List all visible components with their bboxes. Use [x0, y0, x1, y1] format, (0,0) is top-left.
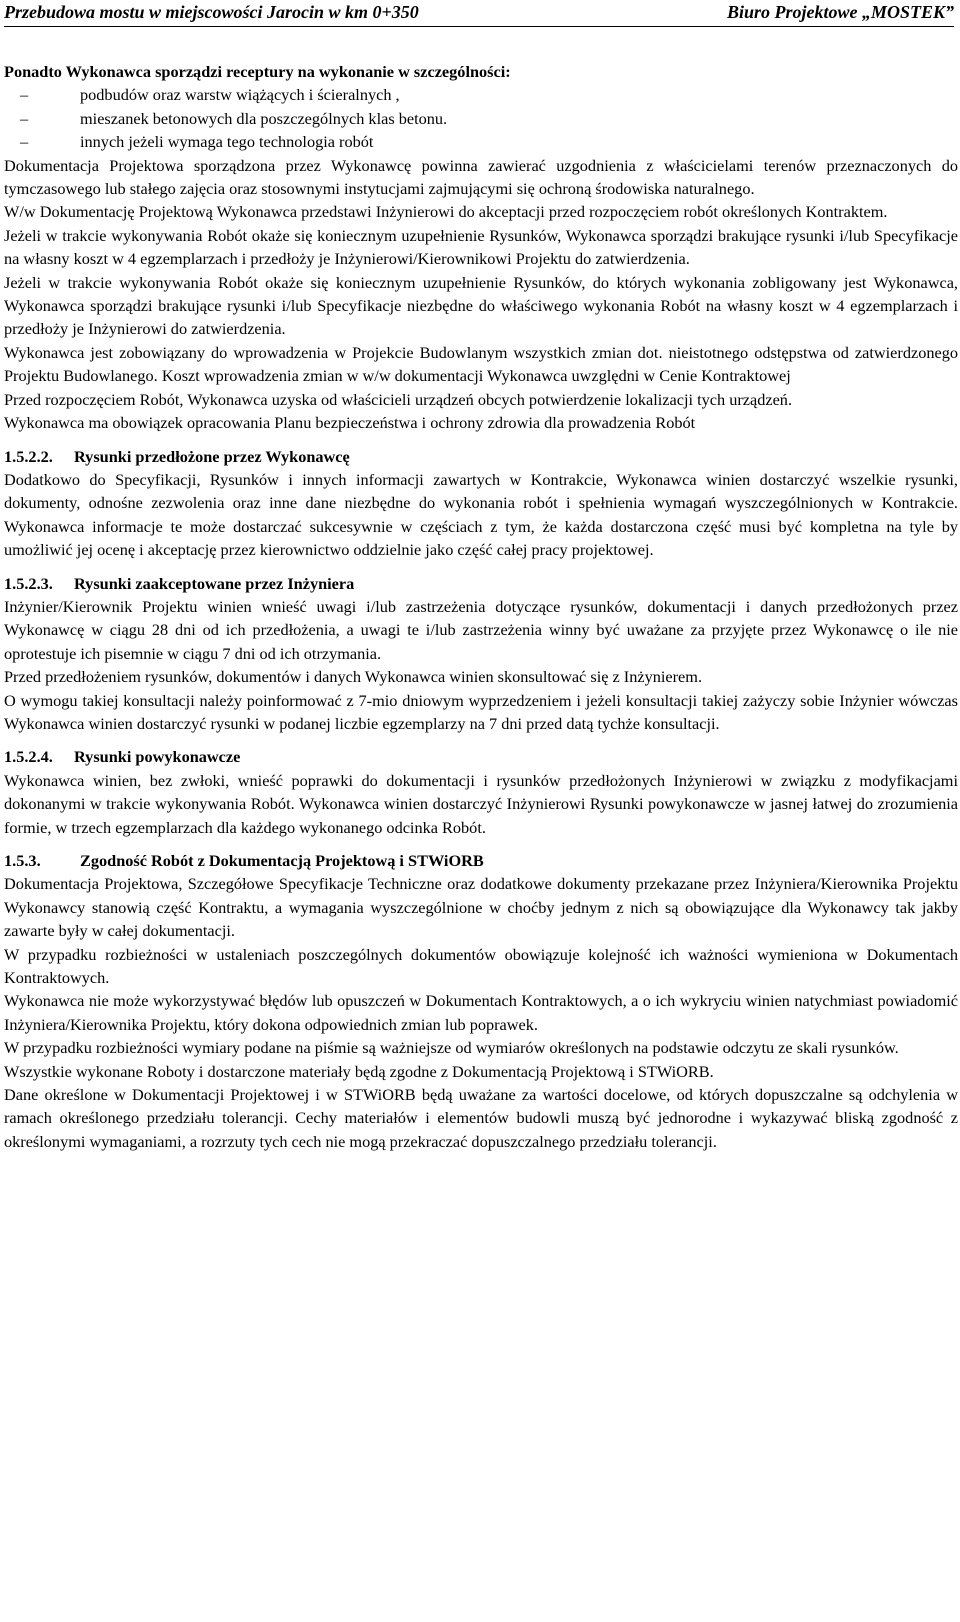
paragraph: Dodatkowo do Specyfikacji, Rysunków i innych informacji zawartych w Kontrakcie, Wykonawca winien dostarczyć wszelkie rysunki, dokumenty, odnośne zezwolenia oraz inne dane niezbędne do wykonania robót i spełnienia wymagań wyszczególnionych w Kontrakcie. Wykonawca informacje te może dostarczać sukcesywnie w częściach z tym, że każda dostarczona część musi być kompletna na tyle by umożliwić jej ocenę i akceptację przez kierownictwo oddzielnie jako część całej pracy projektowej. — [4, 469, 958, 560]
paragraph: W/w Dokumentację Projektową Wykonawca przedstawi Inżynierowi do akceptacji przed rozpoczęciem robót określonych Kontraktem. — [4, 202, 888, 222]
section-number: 1.5.2.4. — [4, 747, 53, 767]
section-heading-153 — [4, 849, 958, 872]
section-title: Rysunki powykonawcze — [74, 747, 241, 767]
section-title: Rysunki przedłożone przez Wykonawcę — [74, 446, 350, 466]
dash-bullet: – — [20, 132, 29, 152]
section-heading-1522 — [4, 445, 958, 468]
list-item-text: mieszanek betonowych dla poszczególnych klas betonu. — [80, 108, 448, 128]
list-item — [4, 130, 958, 153]
paragraph: O wymogu takiej konsultacji należy poinformować z 7-mio dniowym wyprzedzeniem i jeżeli konsultacji takiej zażyczy sobie Inżynier wówczas Wykonawca winien dostarczyć rysunki w podanej liczbie egzemplarzy na 7 dni przed datą tychże konsultacji. — [4, 690, 958, 733]
paragraph: Jeżeli w trakcie wykonywania Robót okaże się koniecznym uzupełnienie Rysunków, Wykonawca sporządzi brakujące rysunki i/lub Specyfikacje na własny koszt w 4 egzemplarzach i przedłoży je Inżynierowi/Kierownikowi Projektu do zatwierdzenia. — [4, 225, 958, 269]
list-item — [4, 83, 958, 106]
page-header — [4, 0, 954, 27]
section-heading-1523 — [4, 572, 958, 595]
section-title: Rysunki zaakceptowane przez Inżyniera — [74, 573, 355, 593]
document-body — [4, 60, 958, 1153]
section-heading-1524 — [4, 745, 958, 768]
dash-bullet: – — [20, 108, 29, 128]
paragraph: Dane określone w Dokumentacji Projektowej i w STWiORB będą uważane za wartości docelowe, od których dopuszczalne są odchylenia w ramach określonego przedziału tolerancji. Cechy materiałów i elementów budowli muszą być jednorodne i wykazywać bliską zgodność z określonymi wymaganiami, a rozrzuty tych cech nie mogą przekraczać dopuszczalnego przedziału tolerancji. — [4, 1085, 958, 1151]
header-company-name: Biuro Projektowe „MOSTEK” — [726, 2, 954, 22]
header-project-title: Przebudowa mostu w miejscowości Jarocin w km 0+350 — [4, 2, 419, 22]
list-item — [4, 107, 958, 130]
intro-title: Ponadto Wykonawca sporządzi receptury na wykonanie w szczególności: — [4, 62, 511, 81]
paragraph: Inżynier/Kierownik Projektu winien wnieść uwagi i/lub zastrzeżenia dotyczące rysunków, dokumentacji i danych przedłożonych przez Wykonawcę w ciągu 28 dni od ich przedłożenia, a uwagi te i/lub zastrzeżenia winny być uważane za przyjęte przez Wykonawcę o ile nie oprotestuje ich pisemnie w ciągu 7 dni od ich otrzymania. — [4, 596, 958, 663]
paragraph: Przed przedłożeniem rysunków, dokumentów i danych Wykonawca winien skonsultować się z Inżynierem. — [4, 667, 703, 687]
paragraph: Jeżeli w trakcie wykonywania Robót okaże się koniecznym uzupełnienie Rysunków, do których wykonania zobligowany jest Wykonawca, Wykonawca sporządzi brakujące rysunki i/lub Specyfikacje niezbędne do właściwego wykonania Robót na własny koszt w 4 egzemplarzach i przedłoży je Inżynierowi do zatwierdzenia. — [4, 272, 958, 339]
paragraph: W przypadku rozbieżności w ustaleniach poszczególnych dokumentów obowiązuje kolejność ich ważności wymieniona w Dokumentach Kontraktowych. — [4, 944, 958, 988]
dash-bullet: – — [20, 85, 29, 105]
paragraph: Wykonawca jest zobowiązany do wprowadzenia w Projekcie Budowlanym wszystkich zmian dot. nieistotnego odstępstwa od zatwierdzonego Projektu Budowlanego. Koszt wprowadzenia zmian w w/w dokumentacji Wykonawca uwzględni w Cenie Kontraktowej — [4, 342, 958, 386]
paragraph: Wykonawca nie może wykorzystywać błędów lub opuszczeń w Dokumentach Kontraktowych, a o ich wykryciu winien natychmiast powiadomić Inżyniera/Kierownika Projektu, który dokona odpowiednich zmian lub poprawek. — [4, 991, 958, 1034]
paragraph: Wykonawca ma obowiązek opracowania Planu bezpieczeństwa i ochrony zdrowia dla prowadzenia Robót — [4, 413, 696, 433]
list-item-text: innych jeżeli wymaga tego technologia robót — [80, 132, 374, 152]
list-item-text: podbudów oraz warstw wiążących i ścieralnych , — [80, 85, 400, 105]
section-number: 1.5.2.2. — [4, 446, 53, 466]
paragraph: W przypadku rozbieżności wymiary podane na piśmie są ważniejsze od wymiarów określonych na podstawie odczytu ze skali rysunków. — [4, 1038, 899, 1058]
paragraph: Wykonawca winien, bez zwłoki, wnieść poprawki do dokumentacji i rysunków przedłożonych Inżynierowi w związku z modyfikacjami dokonanymi w trakcie wykonywania Robót. Wykonawca winien dostarczyć Inżynierowi Rysunki powykonawcze w jasnej łatwej do zrozumienia formie, w trzech egzemplarzach dla każdego wykonanego odcinka Robót. — [4, 770, 958, 837]
paragraph: Przed rozpoczęciem Robót, Wykonawca uzyska od właścicieli urządzeń obcych potwierdzenie lokalizacji tych urządzeń. — [4, 389, 793, 409]
paragraph: Dokumentacja Projektowa, Szczegółowe Specyfikacje Techniczne oraz dodatkowe dokumenty przekazane przez Inżyniera/Kierownika Projektu Wykonawcy stanowią część Kontraktu, a wymagania wyszczególnione w choćby jednym z nich są obowiązujące dla Wykonawcy tak jakby zawarte były w całej dokumentacji. — [4, 874, 958, 941]
paragraph: Wszystkie wykonane Roboty i dostarczone materiały będą zgodne z Dokumentacją Projektową i STWiORB. — [4, 1061, 714, 1081]
paragraph: Dokumentacja Projektowa sporządzona przez Wykonawcę powinna zawierać uzgodnienia z właścicielami terenów przeznaczonych do tymczasowego lub stałego zajęcia oraz stosownymi instytucjami zajmującymi się ochroną środowiska naturalnego. — [4, 155, 958, 199]
section-number: 1.5.3. — [4, 851, 41, 870]
section-title: Zgodność Robót z Dokumentacją Projektową i STWiORB — [80, 851, 484, 870]
section-number: 1.5.2.3. — [4, 573, 53, 593]
